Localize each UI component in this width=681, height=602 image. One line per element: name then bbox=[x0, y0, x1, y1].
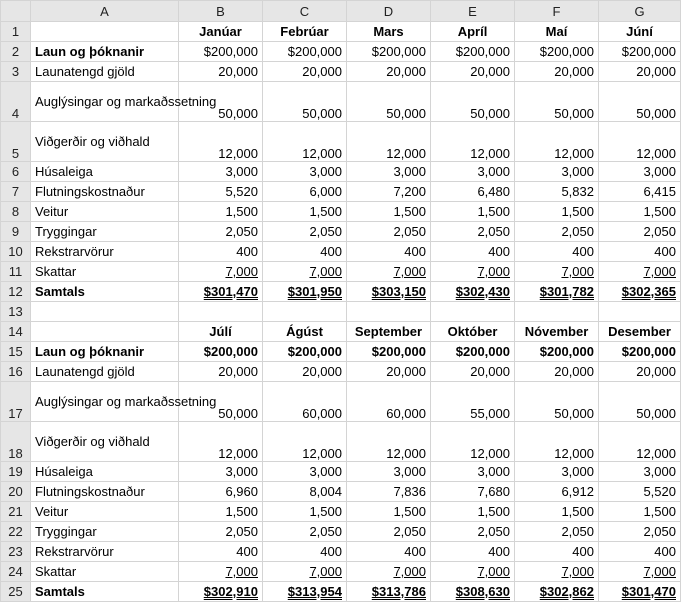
value-cell[interactable]: 50,000 bbox=[515, 382, 599, 422]
row-label-cell[interactable]: Húsaleiga bbox=[31, 462, 179, 482]
value-cell[interactable]: 7,000 bbox=[515, 562, 599, 582]
value-cell[interactable]: 3,000 bbox=[179, 162, 263, 182]
value-cell[interactable]: 5,520 bbox=[599, 482, 681, 502]
value-cell[interactable]: 12,000 bbox=[347, 422, 431, 462]
value-cell[interactable]: 3,000 bbox=[347, 462, 431, 482]
value-cell[interactable]: 12,000 bbox=[179, 122, 263, 162]
table-row bbox=[1, 162, 681, 182]
value-cell[interactable]: 50,000 bbox=[347, 82, 431, 122]
value-cell[interactable]: $313,786 bbox=[347, 582, 431, 602]
value-cell[interactable]: 2,050 bbox=[179, 522, 263, 542]
value-cell[interactable]: 8,004 bbox=[263, 482, 347, 502]
month-header-cell[interactable]: Júní bbox=[599, 22, 681, 42]
value-cell[interactable]: $200,000 bbox=[431, 42, 515, 62]
value-cell[interactable]: 400 bbox=[263, 542, 347, 562]
blank-row bbox=[1, 302, 681, 322]
row-label-cell[interactable]: Laun og þóknanir bbox=[31, 42, 179, 62]
month-header-cell[interactable]: Apríl bbox=[431, 22, 515, 42]
table-row bbox=[1, 522, 681, 542]
month-header-cell[interactable]: Desember bbox=[599, 322, 681, 342]
value-cell[interactable]: 2,050 bbox=[431, 522, 515, 542]
value-cell[interactable]: 2,050 bbox=[263, 522, 347, 542]
value-cell[interactable]: 400 bbox=[431, 542, 515, 562]
month-header-cell[interactable]: Október bbox=[431, 322, 515, 342]
row-label-cell[interactable]: Flutningskostnaður bbox=[31, 182, 179, 202]
table-row bbox=[1, 122, 681, 162]
value-cell[interactable]: $200,000 bbox=[263, 342, 347, 362]
value-cell[interactable]: 400 bbox=[431, 242, 515, 262]
value-cell[interactable]: 50,000 bbox=[431, 82, 515, 122]
value-cell[interactable]: 7,000 bbox=[263, 262, 347, 282]
row-header[interactable]: 1 bbox=[1, 22, 31, 42]
column-header-g[interactable]: G bbox=[599, 1, 681, 22]
value-cell[interactable]: 20,000 bbox=[599, 62, 681, 82]
table-row bbox=[1, 482, 681, 502]
value-cell[interactable]: $302,910 bbox=[179, 582, 263, 602]
table-row bbox=[1, 422, 681, 462]
value-cell[interactable]: 50,000 bbox=[599, 82, 681, 122]
value-cell[interactable]: 6,960 bbox=[179, 482, 263, 502]
value-cell[interactable]: 20,000 bbox=[263, 62, 347, 82]
value-cell[interactable]: 7,000 bbox=[179, 262, 263, 282]
value-cell[interactable]: 6,912 bbox=[515, 482, 599, 502]
row-label-cell[interactable]: Tryggingar bbox=[31, 522, 179, 542]
value-cell[interactable]: 12,000 bbox=[599, 422, 681, 462]
row-label-cell[interactable]: Launatengd gjöld bbox=[31, 62, 179, 82]
value-cell[interactable]: 7,000 bbox=[179, 562, 263, 582]
value-cell[interactable]: 20,000 bbox=[431, 362, 515, 382]
column-header-f[interactable]: F bbox=[515, 1, 599, 22]
table-row bbox=[1, 262, 681, 282]
value-cell[interactable]: 1,500 bbox=[599, 502, 681, 522]
value-cell[interactable]: 12,000 bbox=[347, 122, 431, 162]
row-label-cell[interactable]: Viðgerðir og viðhald bbox=[31, 422, 179, 462]
row-label-cell[interactable]: Samtals bbox=[31, 282, 179, 302]
value-cell[interactable]: 2,050 bbox=[431, 222, 515, 242]
row-label-cell[interactable]: Auglýsingar og markaðssetning bbox=[31, 82, 179, 122]
row-header[interactable]: 10 bbox=[1, 242, 31, 262]
row-label-cell[interactable]: Auglýsingar og markaðssetning bbox=[31, 382, 179, 422]
value-cell[interactable]: 7,680 bbox=[431, 482, 515, 502]
value-cell[interactable]: $200,000 bbox=[515, 342, 599, 362]
value-cell[interactable]: 3,000 bbox=[347, 162, 431, 182]
value-cell[interactable]: $308,630 bbox=[431, 582, 515, 602]
value-cell[interactable]: 1,500 bbox=[347, 202, 431, 222]
value-cell[interactable]: $200,000 bbox=[179, 342, 263, 362]
row-header[interactable]: 23 bbox=[1, 542, 31, 562]
sheet-body bbox=[1, 22, 681, 602]
cell-empty[interactable] bbox=[599, 302, 681, 322]
value-cell[interactable]: 20,000 bbox=[515, 362, 599, 382]
value-cell[interactable]: 400 bbox=[347, 242, 431, 262]
value-cell[interactable]: 2,050 bbox=[515, 222, 599, 242]
value-cell[interactable]: 400 bbox=[263, 242, 347, 262]
row-label-cell[interactable]: Flutningskostnaður bbox=[31, 482, 179, 502]
row-header[interactable]: 22 bbox=[1, 522, 31, 542]
table-row bbox=[1, 502, 681, 522]
row-label-cell[interactable]: Skattar bbox=[31, 562, 179, 582]
value-cell[interactable]: 20,000 bbox=[599, 362, 681, 382]
table-row bbox=[1, 542, 681, 562]
value-cell[interactable]: 400 bbox=[515, 542, 599, 562]
value-cell[interactable]: 20,000 bbox=[179, 362, 263, 382]
row-header[interactable]: 16 bbox=[1, 362, 31, 382]
value-cell[interactable]: 1,500 bbox=[515, 502, 599, 522]
row-header[interactable]: 15 bbox=[1, 342, 31, 362]
value-cell[interactable]: 400 bbox=[179, 542, 263, 562]
value-cell[interactable]: 3,000 bbox=[179, 462, 263, 482]
row-header[interactable]: 19 bbox=[1, 462, 31, 482]
month-header-cell[interactable]: Nóvember bbox=[515, 322, 599, 342]
value-cell[interactable]: 3,000 bbox=[263, 462, 347, 482]
value-cell[interactable]: 6,415 bbox=[599, 182, 681, 202]
row-header[interactable]: 5 bbox=[1, 122, 31, 162]
value-cell[interactable]: $200,000 bbox=[515, 42, 599, 62]
table-row bbox=[1, 382, 681, 422]
row-label-cell[interactable]: Viðgerðir og viðhald bbox=[31, 122, 179, 162]
table-row bbox=[1, 222, 681, 242]
month-header-cell[interactable]: September bbox=[347, 322, 431, 342]
value-cell[interactable]: 7,000 bbox=[431, 562, 515, 582]
value-cell[interactable]: 2,050 bbox=[179, 222, 263, 242]
cell-empty[interactable] bbox=[179, 302, 263, 322]
month-header-cell[interactable]: Mars bbox=[347, 22, 431, 42]
value-cell[interactable]: $302,862 bbox=[515, 582, 599, 602]
value-cell[interactable]: 1,500 bbox=[515, 202, 599, 222]
value-cell[interactable]: 50,000 bbox=[263, 82, 347, 122]
value-cell[interactable]: 20,000 bbox=[347, 62, 431, 82]
table-row bbox=[1, 282, 681, 302]
value-cell[interactable]: 7,836 bbox=[347, 482, 431, 502]
cell-empty[interactable] bbox=[347, 302, 431, 322]
row-label-cell[interactable]: Rekstrarvörur bbox=[31, 242, 179, 262]
row-header[interactable]: 17 bbox=[1, 382, 31, 422]
table-row bbox=[1, 462, 681, 482]
value-cell[interactable]: 50,000 bbox=[179, 382, 263, 422]
value-cell[interactable]: 12,000 bbox=[599, 122, 681, 162]
value-cell[interactable]: 3,000 bbox=[431, 162, 515, 182]
row-header[interactable]: 14 bbox=[1, 322, 31, 342]
value-cell[interactable]: 50,000 bbox=[599, 382, 681, 422]
value-cell[interactable]: 20,000 bbox=[347, 362, 431, 382]
value-cell[interactable]: 50,000 bbox=[179, 82, 263, 122]
value-cell[interactable]: 12,000 bbox=[179, 422, 263, 462]
cell-empty[interactable] bbox=[263, 302, 347, 322]
cell-empty[interactable] bbox=[431, 302, 515, 322]
cell-empty[interactable] bbox=[31, 22, 179, 42]
table-row bbox=[1, 62, 681, 82]
row-header[interactable]: 20 bbox=[1, 482, 31, 502]
row-header[interactable]: 18 bbox=[1, 422, 31, 462]
value-cell[interactable]: 12,000 bbox=[431, 422, 515, 462]
cell-empty[interactable] bbox=[31, 322, 179, 342]
value-cell[interactable]: 50,000 bbox=[515, 82, 599, 122]
column-header-b[interactable]: B bbox=[179, 1, 263, 22]
value-cell[interactable]: 1,500 bbox=[431, 202, 515, 222]
value-cell[interactable]: 7,000 bbox=[347, 262, 431, 282]
row-header[interactable]: 25 bbox=[1, 582, 31, 602]
month-header-cell[interactable]: Febrúar bbox=[263, 22, 347, 42]
value-cell[interactable]: 12,000 bbox=[431, 122, 515, 162]
month-header-cell[interactable]: Maí bbox=[515, 22, 599, 42]
value-cell[interactable]: 1,500 bbox=[263, 502, 347, 522]
value-cell[interactable]: 20,000 bbox=[263, 362, 347, 382]
row-header[interactable]: 6 bbox=[1, 162, 31, 182]
value-cell[interactable]: 20,000 bbox=[179, 62, 263, 82]
value-cell[interactable]: $301,950 bbox=[263, 282, 347, 302]
value-cell[interactable]: 3,000 bbox=[515, 162, 599, 182]
column-header-d[interactable]: D bbox=[347, 1, 431, 22]
table-row bbox=[1, 242, 681, 262]
value-cell[interactable]: 1,500 bbox=[179, 202, 263, 222]
row-label-cell[interactable]: Rekstrarvörur bbox=[31, 542, 179, 562]
value-cell[interactable]: 400 bbox=[599, 242, 681, 262]
row-header[interactable]: 7 bbox=[1, 182, 31, 202]
table-row bbox=[1, 182, 681, 202]
value-cell[interactable]: 400 bbox=[599, 542, 681, 562]
row-header[interactable]: 3 bbox=[1, 62, 31, 82]
value-cell[interactable]: $200,000 bbox=[347, 342, 431, 362]
value-cell[interactable]: 12,000 bbox=[263, 422, 347, 462]
value-cell[interactable]: 12,000 bbox=[263, 122, 347, 162]
value-cell[interactable]: 2,050 bbox=[347, 222, 431, 242]
value-cell[interactable]: 7,000 bbox=[431, 262, 515, 282]
month-header-cell[interactable]: Janúar bbox=[179, 22, 263, 42]
value-cell[interactable]: 1,500 bbox=[431, 502, 515, 522]
value-cell[interactable]: $200,000 bbox=[431, 342, 515, 362]
table-row bbox=[1, 582, 681, 602]
row-label-cell[interactable]: Launatengd gjöld bbox=[31, 362, 179, 382]
column-header-row bbox=[1, 1, 681, 22]
value-cell[interactable]: 3,000 bbox=[599, 462, 681, 482]
month-header-row bbox=[1, 22, 681, 42]
value-cell[interactable]: 7,000 bbox=[599, 262, 681, 282]
row-label-cell[interactable]: Veitur bbox=[31, 502, 179, 522]
row-header[interactable]: 8 bbox=[1, 202, 31, 222]
value-cell[interactable]: 6,480 bbox=[431, 182, 515, 202]
value-cell[interactable]: $200,000 bbox=[599, 342, 681, 362]
row-header[interactable]: 24 bbox=[1, 562, 31, 582]
value-cell[interactable]: $302,365 bbox=[599, 282, 681, 302]
value-cell[interactable]: 60,000 bbox=[263, 382, 347, 422]
value-cell[interactable]: 20,000 bbox=[515, 62, 599, 82]
value-cell[interactable]: 3,000 bbox=[431, 462, 515, 482]
value-cell[interactable]: $200,000 bbox=[263, 42, 347, 62]
value-cell[interactable]: 7,000 bbox=[515, 262, 599, 282]
value-cell[interactable]: $200,000 bbox=[347, 42, 431, 62]
value-cell[interactable]: 55,000 bbox=[431, 382, 515, 422]
table-row bbox=[1, 202, 681, 222]
cell-empty[interactable] bbox=[31, 302, 179, 322]
row-header[interactable]: 9 bbox=[1, 222, 31, 242]
column-header-a[interactable]: A bbox=[31, 1, 179, 22]
cell-empty[interactable] bbox=[515, 302, 599, 322]
value-cell[interactable]: 12,000 bbox=[515, 122, 599, 162]
month-header-row bbox=[1, 322, 681, 342]
value-cell[interactable]: 2,050 bbox=[515, 522, 599, 542]
table-row bbox=[1, 42, 681, 62]
value-cell[interactable]: 7,000 bbox=[263, 562, 347, 582]
row-header[interactable]: 11 bbox=[1, 262, 31, 282]
select-all-corner[interactable] bbox=[1, 1, 31, 22]
row-label-cell[interactable]: Laun og þóknanir bbox=[31, 342, 179, 362]
month-header-cell[interactable]: Ágúst bbox=[263, 322, 347, 342]
value-cell[interactable]: 3,000 bbox=[263, 162, 347, 182]
row-header[interactable]: 21 bbox=[1, 502, 31, 522]
table-row bbox=[1, 82, 681, 122]
value-cell[interactable]: 7,000 bbox=[599, 562, 681, 582]
value-cell[interactable]: $302,430 bbox=[431, 282, 515, 302]
table-row bbox=[1, 562, 681, 582]
value-cell[interactable]: 2,050 bbox=[263, 222, 347, 242]
value-cell[interactable]: 400 bbox=[515, 242, 599, 262]
value-cell[interactable]: 12,000 bbox=[515, 422, 599, 462]
value-cell[interactable]: 3,000 bbox=[599, 162, 681, 182]
row-label-cell[interactable]: Húsaleiga bbox=[31, 162, 179, 182]
value-cell[interactable]: 1,500 bbox=[263, 202, 347, 222]
column-header-e[interactable]: E bbox=[431, 1, 515, 22]
column-header-c[interactable]: C bbox=[263, 1, 347, 22]
month-header-cell[interactable]: Júlí bbox=[179, 322, 263, 342]
row-header[interactable]: 4 bbox=[1, 82, 31, 122]
value-cell[interactable]: 1,500 bbox=[179, 502, 263, 522]
row-label-cell[interactable]: Samtals bbox=[31, 582, 179, 602]
value-cell[interactable]: 1,500 bbox=[599, 202, 681, 222]
value-cell[interactable]: 60,000 bbox=[347, 382, 431, 422]
value-cell[interactable]: 5,520 bbox=[179, 182, 263, 202]
value-cell[interactable]: 20,000 bbox=[431, 62, 515, 82]
value-cell[interactable]: 7,000 bbox=[347, 562, 431, 582]
value-cell[interactable]: 1,500 bbox=[347, 502, 431, 522]
row-label-cell[interactable]: Skattar bbox=[31, 262, 179, 282]
table-row bbox=[1, 362, 681, 382]
value-cell[interactable]: $301,470 bbox=[179, 282, 263, 302]
value-cell[interactable]: 400 bbox=[179, 242, 263, 262]
row-label-cell[interactable]: Veitur bbox=[31, 202, 179, 222]
value-cell[interactable]: 7,200 bbox=[347, 182, 431, 202]
value-cell[interactable]: $200,000 bbox=[179, 42, 263, 62]
value-cell[interactable]: $313,954 bbox=[263, 582, 347, 602]
value-cell[interactable]: 2,050 bbox=[599, 522, 681, 542]
value-cell[interactable]: $200,000 bbox=[599, 42, 681, 62]
value-cell[interactable]: 3,000 bbox=[515, 462, 599, 482]
table-row bbox=[1, 342, 681, 362]
value-cell[interactable]: $301,782 bbox=[515, 282, 599, 302]
row-header[interactable]: 13 bbox=[1, 302, 31, 322]
row-header[interactable]: 12 bbox=[1, 282, 31, 302]
value-cell[interactable]: $303,150 bbox=[347, 282, 431, 302]
value-cell[interactable]: 5,832 bbox=[515, 182, 599, 202]
value-cell[interactable]: 2,050 bbox=[599, 222, 681, 242]
value-cell[interactable]: 400 bbox=[347, 542, 431, 562]
value-cell[interactable]: 2,050 bbox=[347, 522, 431, 542]
row-label-cell[interactable]: Tryggingar bbox=[31, 222, 179, 242]
value-cell[interactable]: 6,000 bbox=[263, 182, 347, 202]
row-header[interactable]: 2 bbox=[1, 42, 31, 62]
value-cell[interactable]: $301,470 bbox=[599, 582, 681, 602]
